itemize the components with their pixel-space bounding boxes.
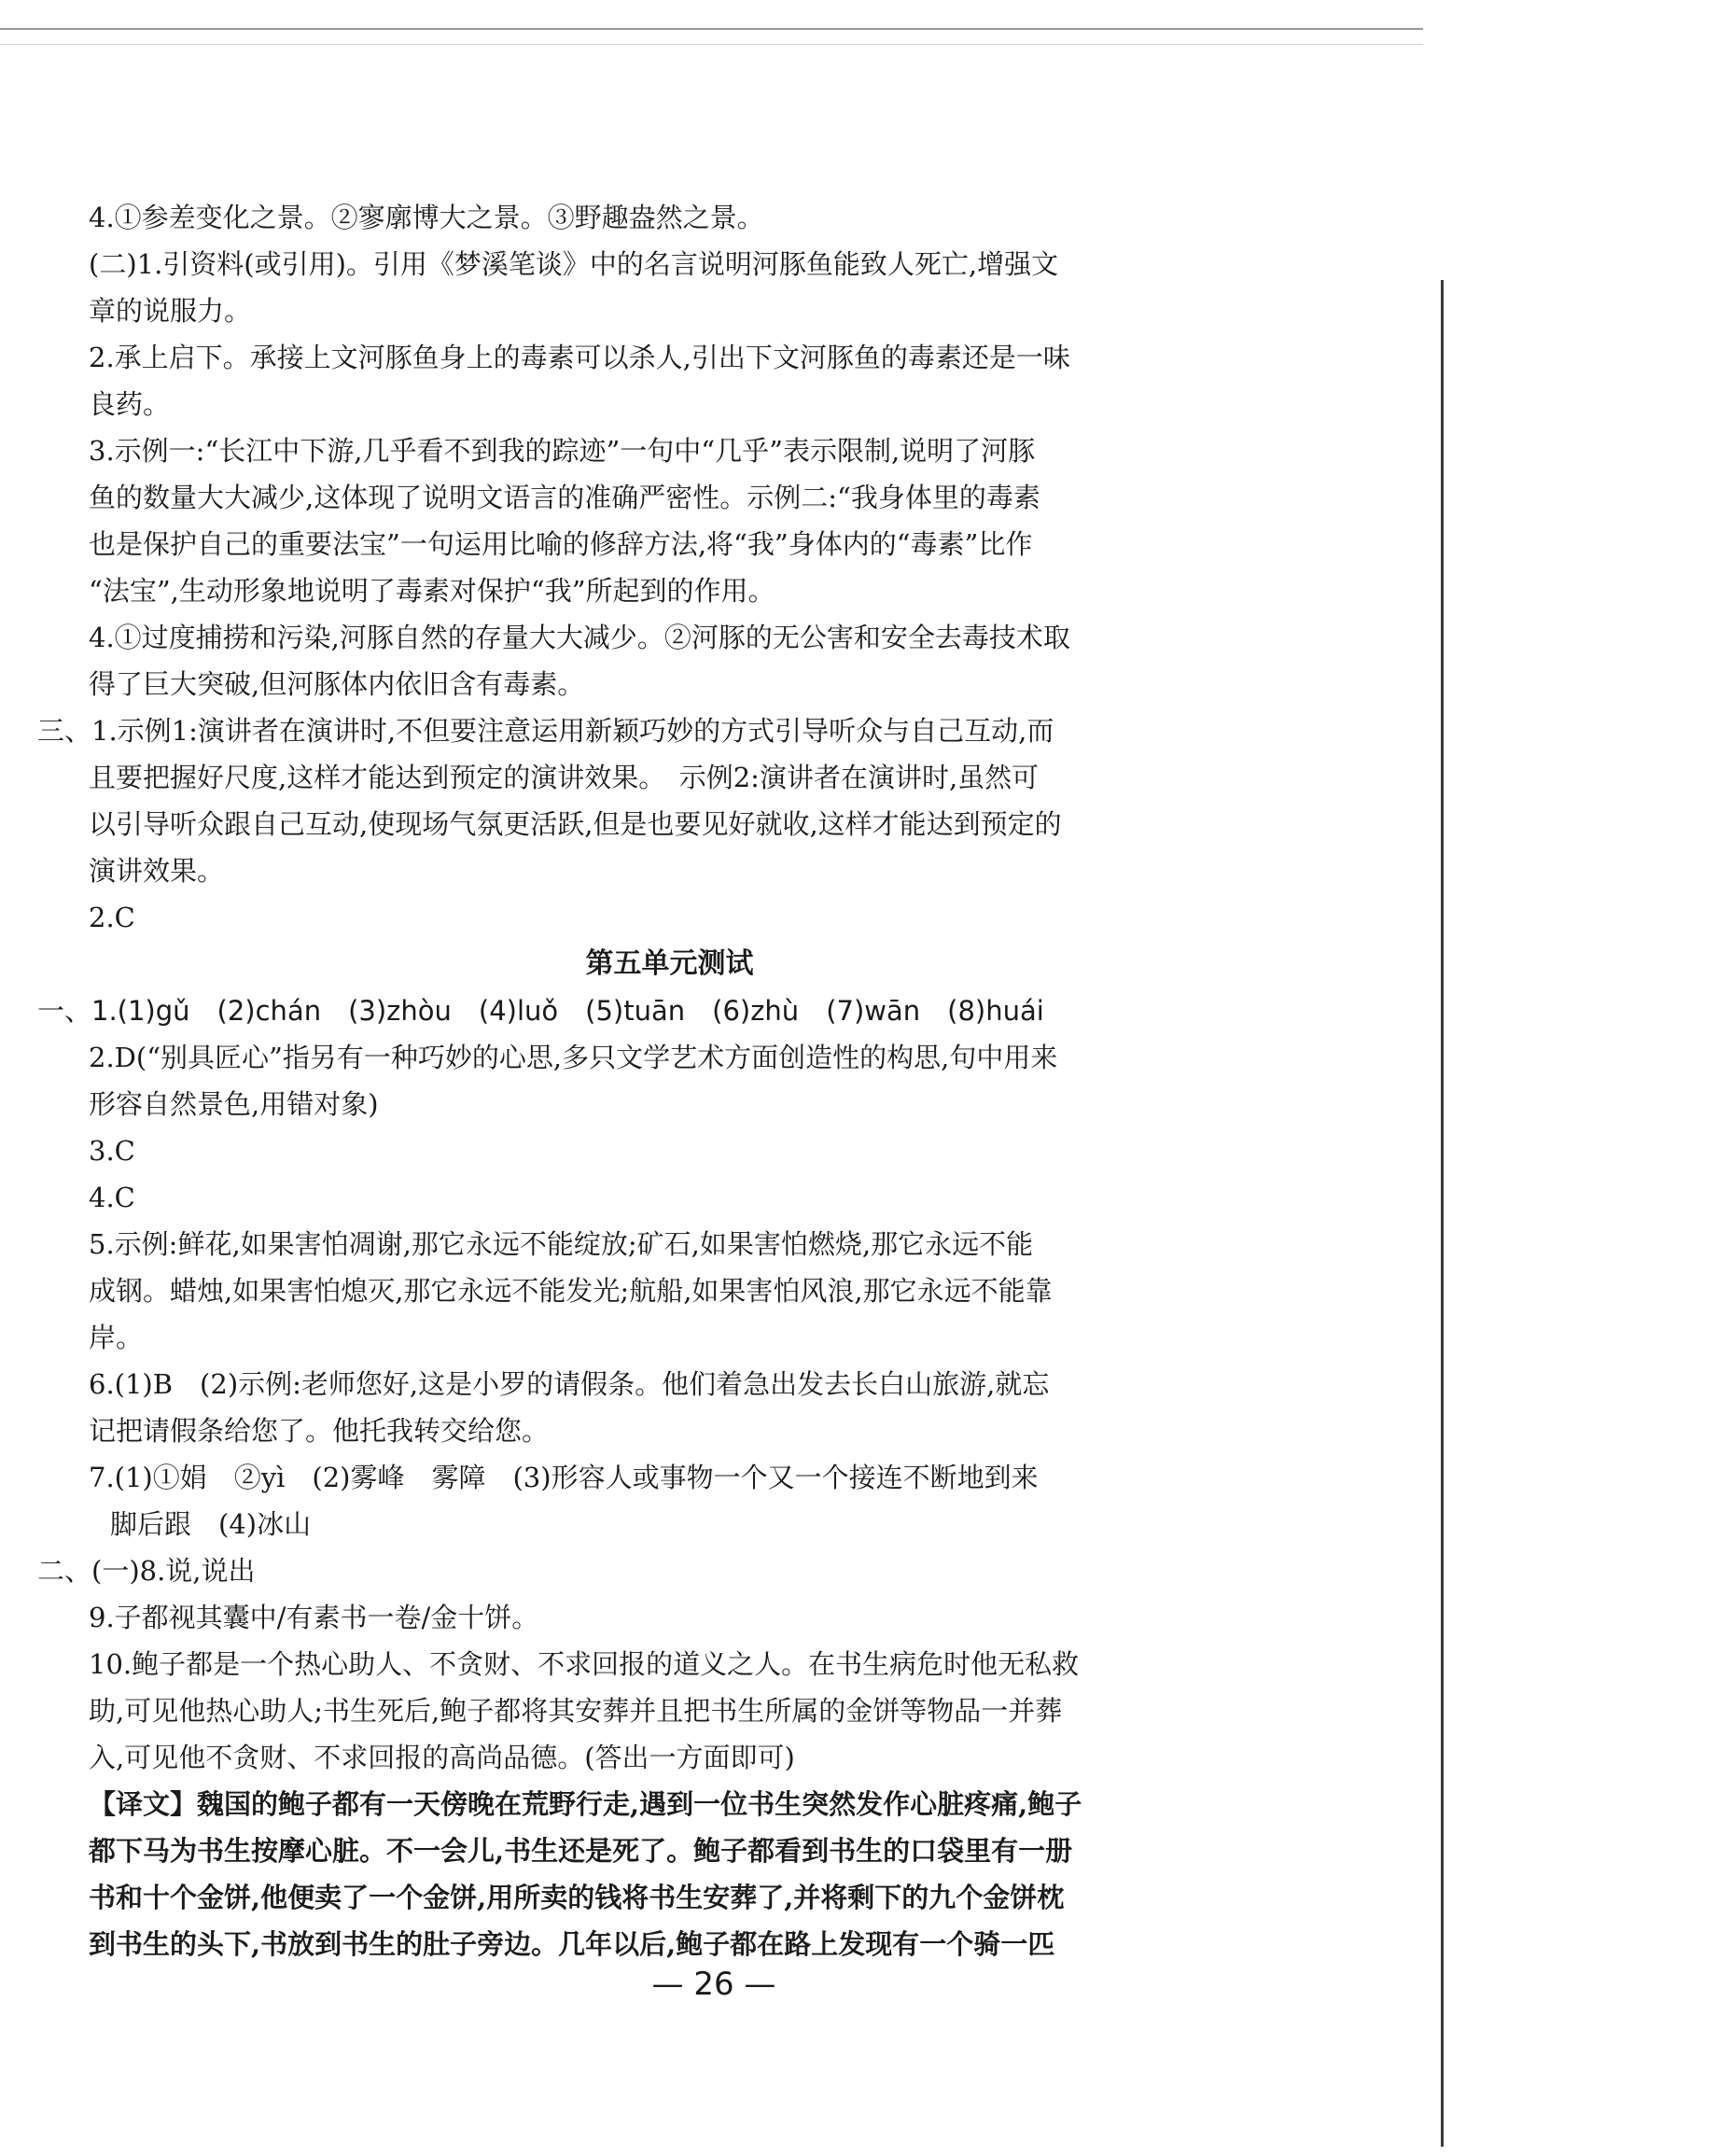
answer-line: 2.D(“别具匠心”指另有一种巧妙的心思,多只文学艺术方面创造性的构思,句中用来 — [89, 1042, 1058, 1073]
answer-line: 2.C — [89, 902, 135, 933]
scan-right-edge — [1441, 280, 1444, 2147]
answer-line: 入,可见他不贪财、不求回报的高尚品德。(答出一方面即可) — [89, 1742, 795, 1773]
answer-line: 得了巨大突破,但河豚体内依旧含有毒素。 — [89, 668, 585, 700]
answer-line: 脚后跟 (4)冰山 — [110, 1508, 312, 1540]
answer-line: 3.C — [89, 1135, 135, 1167]
answer-line: 鱼的数量大大减少,这体现了说明文语言的准确严密性。示例二:“我身体里的毒素 — [89, 482, 1040, 513]
answer-line: “法宝”,生动形象地说明了毒素对保护“我”所起到的作用。 — [89, 575, 775, 607]
translation-line: 【译文】魏国的鲍子都有一天傍晚在荒野行走,遇到一位书生突然发作心脏疼痛,鲍子 — [89, 1788, 1082, 1820]
answer-line: 且要把握好尺度,这样才能达到预定的演讲效果。 示例2:演讲者在演讲时,虽然可 — [89, 762, 1040, 793]
answer-line: 助,可见他热心助人;书生死后,鲍子都将其安葬并且把书生所属的金饼等物品一并葬 — [89, 1695, 1063, 1727]
answer-line: (二)1.引资料(或引用)。引用《梦溪笔谈》中的名言说明河豚鱼能致人死亡,增强文 — [89, 248, 1059, 280]
answer-page — [0, 194, 1250, 1967]
answer-line: 良药。 — [89, 388, 171, 420]
answer-line: 5.示例:鲜花,如果害怕凋谢,那它永远不能绽放;矿石,如果害怕燃烧,那它永远不能 — [89, 1228, 1034, 1260]
answer-line: 一、1.(1)gǔ (2)chán (3)zhòu (4)luǒ (5)tuān (6)zhù (7)wān (8)huái — [37, 995, 1044, 1027]
translation-line: 书和十个金饼,他便卖了一个金饼,用所卖的钱将书生安葬了,并将剩下的九个金饼枕 — [89, 1882, 1065, 1913]
translation-line: 到书生的头下,书放到书生的肚子旁边。几年以后,鲍子都在路上发现有一个骑一匹 — [89, 1928, 1055, 1960]
answer-line: 以引导听众跟自己互动,使现场气氛更活跃,但是也要见好就收,这样才能达到预定的 — [89, 808, 1062, 840]
scan-top-edge-shadow — [0, 44, 1423, 45]
scan-top-edge — [0, 28, 1423, 30]
answer-line: 三、1.示例1:演讲者在演讲时,不但要注意运用新颖巧妙的方式引导听众与自己互动,而 — [37, 715, 1054, 747]
answer-line: 10.鲍子都是一个热心助人、不贪财、不求回报的道义之人。在书生病危时他无私救 — [89, 1648, 1080, 1680]
answer-line: 4.①参差变化之景。②寥廓博大之景。③野趣盎然之景。 — [89, 202, 764, 233]
answer-line: 岸。 — [89, 1322, 144, 1353]
answer-line: 7.(1)①娟 ②yì (2)雾峰 雾障 (3)形容人或事物一个又一个接连不断地到来 — [89, 1462, 1039, 1493]
section-title: 第五单元测试 — [585, 947, 754, 980]
answer-line: 也是保护自己的重要法宝”一句运用比喻的修辞方法,将“我”身体内的“毒素”比作 — [89, 528, 1033, 560]
answer-line: 4.C — [89, 1182, 135, 1213]
answer-line: 4.①过度捕捞和污染,河豚自然的存量大大减少。②河豚的无公害和安全去毒技术取 — [89, 622, 1070, 653]
answer-line: 成钢。蜡烛,如果害怕熄灭,那它永远不能发光;航船,如果害怕风浪,那它永远不能靠 — [89, 1275, 1053, 1307]
answer-line: 3.示例一:“长江中下游,几乎看不到我的踪迹”一句中“几乎”表示限制,说明了河豚 — [89, 435, 1036, 467]
page-number: — 26 — — [651, 1966, 776, 2003]
answer-line: 2.承上启下。承接上文河豚鱼身上的毒素可以杀人,引出下文河豚鱼的毒素还是一味 — [89, 342, 1070, 373]
answer-line: 6.(1)B (2)示例:老师您好,这是小罗的请假条。他们着急出发去长白山旅游,就忘 — [89, 1368, 1050, 1400]
answer-line: 形容自然景色,用错对象) — [89, 1088, 379, 1120]
answer-line: 记把请假条给您了。他托我转交给您。 — [89, 1415, 550, 1447]
answer-line: 9.子都视其囊中/有素书一卷/金十饼。 — [89, 1602, 539, 1633]
answer-line: 二、(一)8.说,说出 — [37, 1555, 256, 1587]
answer-line: 章的说服力。 — [89, 295, 252, 327]
translation-line: 都下马为书生按摩心脏。不一会儿,书生还是死了。鲍子都看到书生的口袋里有一册 — [89, 1835, 1073, 1867]
answer-line: 演讲效果。 — [89, 855, 225, 887]
